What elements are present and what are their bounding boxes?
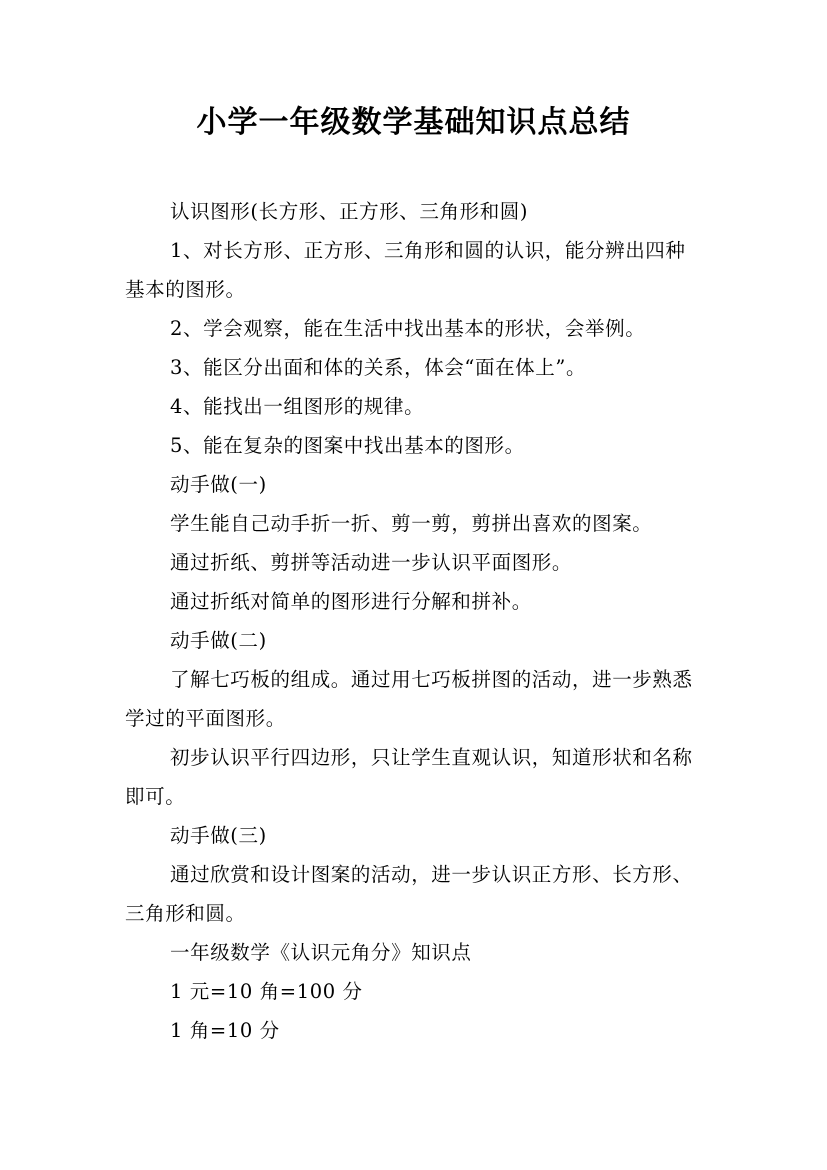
document-body <box>125 192 715 1050</box>
paragraph-hands-on-1-text-2: 通过折纸、剪拼等活动进一步认识平面图形。 <box>170 551 573 574</box>
paragraph-hands-on-3-heading: 动手做(三) <box>170 824 267 847</box>
paragraph-hands-on-3-text: 通过欣赏和设计图案的活动，进一步认识正方形、长方形、三角形和圆。 <box>125 863 693 925</box>
paragraph-hands-on-2-text-1: 了解七巧板的组成。通过用七巧板拼图的活动，进一步熟悉学过的平面图形。 <box>125 668 693 730</box>
paragraph-hands-on-1-text-1: 学生能自己动手折一折、剪一剪，剪拼出喜欢的图案。 <box>170 512 653 535</box>
paragraph-hands-on-1-text-3: 通过折纸对简单的图形进行分解和拼补。 <box>170 590 532 613</box>
paragraph-money-jiao: 1 角=10 分 <box>170 1019 280 1042</box>
paragraph-money-yuan: 1 元=10 角=100 分 <box>170 980 363 1003</box>
paragraph-section-heading: 认识图形(长方形、正方形、三角形和圆) <box>170 200 529 223</box>
paragraph-point-1: 1、对长方形、正方形、三角形和圆的认识，能分辨出四种基本的图形。 <box>125 239 686 301</box>
document-title: 小学一年级数学基础知识点总结 <box>196 105 631 140</box>
paragraph-hands-on-1-heading: 动手做(一) <box>170 473 267 496</box>
paragraph-point-3: 3、能区分出面和体的关系，体会“面在体上”。 <box>170 356 587 379</box>
paragraph-point-5: 5、能在复杂的图案中找出基本的图形。 <box>170 434 525 457</box>
paragraph-point-2: 2、学会观察，能在生活中找出基本的形状，会举例。 <box>170 317 646 340</box>
paragraph-hands-on-2-text-2: 初步认识平行四边形，只让学生直观认识，知道形状和名称即可。 <box>125 746 693 808</box>
paragraph-point-4: 4、能找出一组图形的规律。 <box>170 395 425 418</box>
paragraph-hands-on-2-heading: 动手做(二) <box>170 629 267 652</box>
paragraph-money-heading: 一年级数学《认识元角分》知识点 <box>170 941 472 964</box>
